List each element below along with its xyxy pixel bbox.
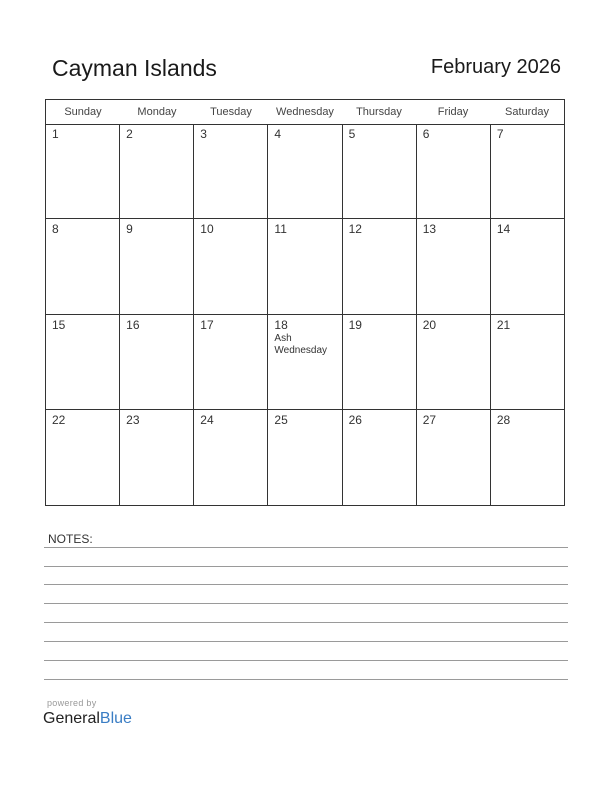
day-cell[interactable] [343,410,417,505]
day-number: 24 [200,412,214,427]
note-line[interactable] [44,566,568,567]
calendar-week [46,124,564,219]
day-number: 6 [422,127,430,141]
day-number: 9 [126,222,133,237]
day-number: 19 [348,317,362,332]
day-cell[interactable] [120,315,194,409]
brand-general-text: General [43,710,100,727]
day-number: 1 [52,127,59,141]
day-cell[interactable] [194,410,268,505]
note-line[interactable] [44,547,568,548]
day-cell[interactable] [268,124,342,218]
day-number: 27 [422,412,437,427]
day-cell[interactable] [417,124,491,218]
day-number: 22 [52,412,66,427]
calendar-grid [45,99,565,506]
day-number: 10 [200,222,214,237]
brand-blue-text: Blue [99,710,132,727]
dow-sunday: Sunday [64,106,102,118]
day-number: 2 [126,127,133,141]
day-number: 25 [274,412,288,427]
day-cell[interactable] [194,315,268,409]
calendar-country-title: Cayman Islands [52,55,217,81]
day-cell[interactable] [417,219,491,313]
dow-saturday: Saturday [504,106,550,118]
day-cell[interactable] [194,219,268,313]
day-cell[interactable] [268,315,342,409]
note-line[interactable] [44,641,568,642]
day-cell[interactable] [417,410,491,505]
generalblue-logo[interactable] [43,710,132,728]
day-cell[interactable] [491,219,564,313]
dow-monday: Monday [137,106,177,118]
day-cell[interactable] [46,410,120,505]
day-cell[interactable] [120,124,194,218]
powered-by-text: powered by [47,698,97,708]
calendar-week [46,410,564,505]
note-line[interactable] [44,584,568,585]
day-cell[interactable] [268,219,342,313]
day-cell[interactable] [120,410,194,505]
day-number: 8 [52,222,59,237]
day-number: 26 [348,412,362,427]
day-number: 28 [496,412,511,427]
day-number: 4 [274,127,282,141]
note-line[interactable] [44,603,568,604]
calendar-month-year: February 2026 [430,56,561,78]
day-number: 16 [126,317,140,332]
note-line[interactable] [44,622,568,623]
day-cell[interactable] [491,124,564,218]
calendar-week [46,219,564,314]
note-line[interactable] [44,679,568,680]
day-number: 15 [52,317,66,332]
day-cell[interactable] [46,219,120,313]
day-cell[interactable] [417,315,491,409]
day-cell[interactable] [343,124,417,218]
day-number: 11 [274,222,287,237]
day-cell[interactable] [268,410,342,505]
day-cell[interactable] [194,124,268,218]
dow-thursday: Thursday [356,106,402,118]
day-number: 3 [200,127,207,141]
day-number: 18 [274,317,288,332]
day-number: 21 [496,317,511,332]
dow-tuesday: Tuesday [210,106,252,118]
day-cell[interactable] [120,219,194,313]
day-number: 14 [496,222,511,237]
note-line[interactable] [44,660,568,661]
day-number: 13 [422,222,437,237]
day-number: 7 [496,127,504,141]
day-number: 12 [348,222,362,237]
day-cell[interactable] [343,315,417,409]
day-cell[interactable] [491,410,564,505]
day-cell[interactable] [46,124,120,218]
dow-friday: Friday [437,106,469,118]
day-number: 5 [348,127,356,141]
notes-label: NOTES: [48,532,93,546]
day-cell[interactable] [343,219,417,313]
day-number: 23 [126,412,140,427]
day-cell[interactable] [46,315,120,409]
day-number: 17 [200,317,214,332]
calendar-weeks [46,124,564,505]
day-number: 20 [422,317,437,332]
day-cell[interactable] [491,315,564,409]
day-of-week-header [46,100,564,125]
calendar-week [46,315,564,410]
holiday-label: Ash Wednesday [274,332,328,356]
dow-wednesday: Wednesday [276,106,334,118]
